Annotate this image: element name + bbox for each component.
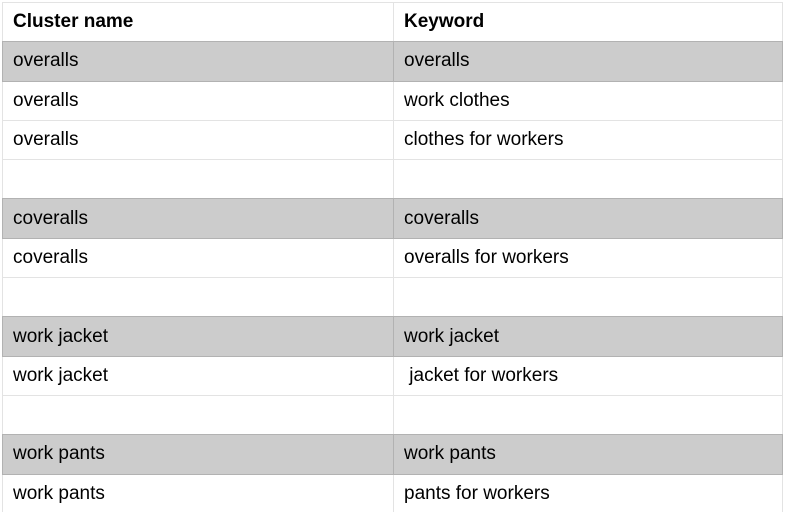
cell-keyword[interactable]: work clothes (393, 82, 783, 120)
cell-cluster[interactable]: overalls (2, 82, 393, 120)
cell-keyword[interactable] (393, 160, 783, 198)
cell-keyword[interactable]: clothes for workers (393, 121, 783, 159)
table-row (2, 82, 783, 121)
cell-cluster[interactable] (2, 396, 393, 434)
cell-cluster[interactable]: work pants (2, 475, 393, 512)
table-row (2, 357, 783, 396)
cell-keyword[interactable]: overalls for workers (393, 239, 783, 277)
cell-keyword[interactable]: work jacket (393, 317, 783, 355)
spreadsheet-table (2, 0, 783, 512)
table-row-empty (2, 278, 783, 317)
table-row (2, 317, 783, 356)
cell-cluster[interactable]: work jacket (2, 357, 393, 395)
cell-keyword[interactable]: overalls (393, 42, 783, 80)
header-cell-cluster-name[interactable] (2, 3, 393, 41)
table-row (2, 121, 783, 160)
cell-cluster[interactable]: work pants (2, 435, 393, 473)
table-row (2, 239, 783, 278)
header-label-keyword: Keyword (404, 11, 485, 33)
cell-keyword[interactable] (393, 278, 783, 316)
cell-keyword[interactable] (393, 396, 783, 434)
cell-cluster[interactable]: coveralls (2, 239, 393, 277)
cell-cluster[interactable]: overalls (2, 42, 393, 80)
table-row-empty (2, 160, 783, 199)
cell-keyword[interactable]: jacket for workers (393, 357, 783, 395)
table-row (2, 42, 783, 81)
header-row (2, 2, 783, 42)
cell-cluster[interactable]: overalls (2, 121, 393, 159)
cell-cluster[interactable] (2, 160, 393, 198)
table-row (2, 199, 783, 238)
cell-cluster[interactable] (2, 278, 393, 316)
cell-keyword[interactable]: work pants (393, 435, 783, 473)
header-label-cluster-name: Cluster name (13, 11, 134, 33)
cell-cluster[interactable]: coveralls (2, 199, 393, 237)
cell-keyword[interactable]: pants for workers (393, 475, 783, 512)
table-row (2, 435, 783, 474)
cell-keyword[interactable]: coveralls (393, 199, 783, 237)
table-row (2, 475, 783, 512)
header-cell-keyword[interactable] (393, 3, 783, 41)
cell-cluster[interactable]: work jacket (2, 317, 393, 355)
table-row-empty (2, 396, 783, 435)
